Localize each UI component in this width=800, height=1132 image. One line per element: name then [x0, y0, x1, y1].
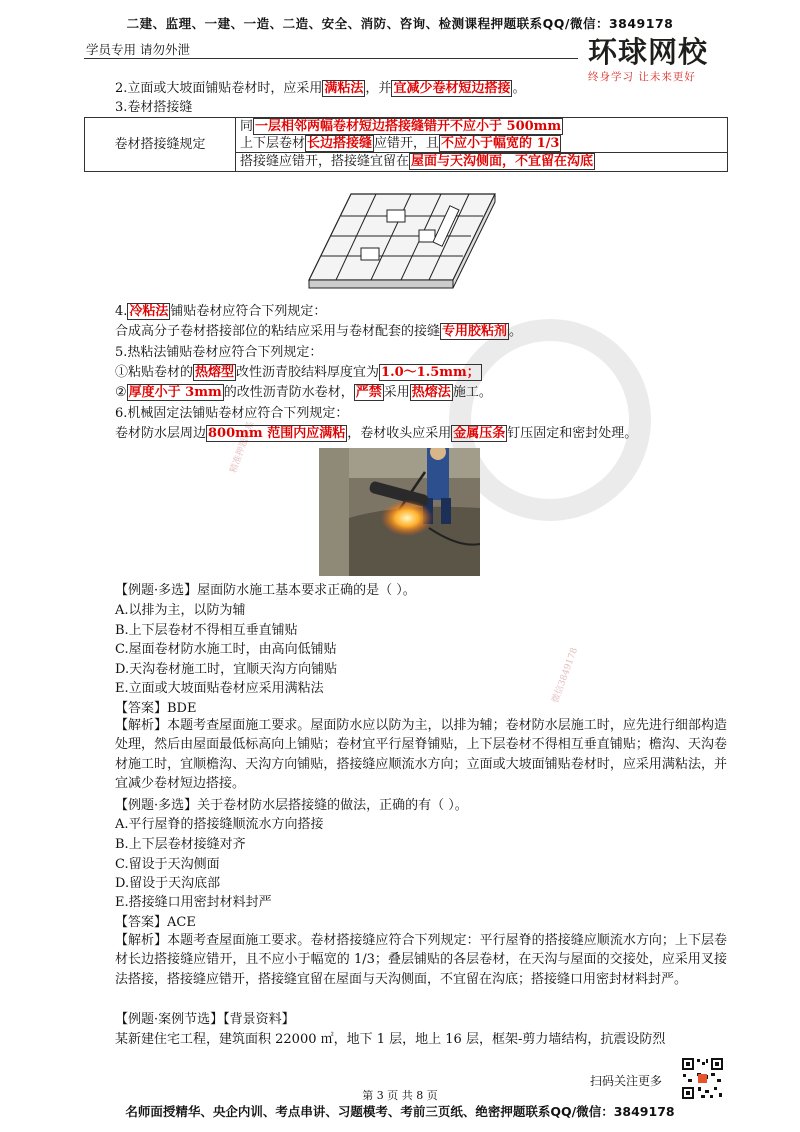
bottom-banner: 名师面授精华、央企内训、考点串讲、习题模考、考前三页纸、绝密押题联系QQ/微信：3849178 — [125, 1104, 675, 1119]
q2-stem: 【例题·多选】关于卷材防水层搭接缝的做法，正确的有（ ）。 — [115, 798, 468, 813]
lap-joint-diagram — [301, 186, 497, 290]
q1-option-a: A.以排为主，以防为辅 — [115, 603, 246, 618]
section-5-heading: 5.热粘法铺贴卷材应符合下列规定： — [115, 345, 323, 360]
q2-analysis: 【解析】本题考查屋面施工要求。卷材搭接缝应符合下列规定：平行屋脊的搭接缝应顺流水方向；上下层卷材长边搭接缝应错开，且不应小于幅宽的 1/3；叠层铺贴的各层卷材，在天沟与屋面的交接处，应采用叉接法搭接，搭接缝应错开，搭接缝宜留在屋面与天沟侧面，不宜留在沟底；搭接缝口用密封材料封严。 — [115, 933, 727, 987]
table-row-3: 搭接缝应错开，搭接缝宜留在 屋面与天沟侧面，不宜留在沟底 — [236, 153, 728, 172]
q1-option-e: E.立面或大坡面贴卷材应采用满粘法 — [115, 681, 324, 696]
q2-option-d: D.留设于天沟底部 — [115, 876, 221, 891]
brand-logo — [588, 30, 748, 84]
section-6-heading: 6.机械固定法铺贴卷材应符合下列规定： — [115, 406, 349, 421]
section-3-heading: 3.卷材搭接缝 — [115, 100, 193, 115]
q2-option-b: B.上下层卷材接缝对齐 — [115, 837, 246, 852]
lap-joint-rules-table — [84, 117, 728, 172]
rule-4-line: 4. 冷粘法 铺贴卷材应符合下列规定： — [115, 304, 327, 319]
page-number: 第 3 页 共 8 页 — [362, 1089, 438, 1102]
torch-application-photo — [319, 448, 480, 576]
q1-answer: 【答案】BDE — [115, 701, 197, 716]
q1-stem: 【例题·多选】屋面防水施工基本要求正确的是（ ）。 — [115, 583, 416, 598]
q1-option-b: B.上下层卷材不得相互垂直铺贴 — [115, 623, 298, 638]
cold-adhesion-detail: 合成高分子卷材搭接部位的粘结应采用与卷材配套的接缝 专用胶粘剂 。 — [115, 324, 523, 339]
watermark-text-1: 精准押题联系 — [228, 420, 257, 475]
header-divider — [84, 58, 578, 59]
watermark-text-2: 微信3849178 — [550, 646, 581, 705]
hot-adhesion-item-2: ② 厚度小于 3mm 的改性沥青防水卷材， 严禁 采用 热熔法 施工。 — [115, 385, 492, 400]
table-row-1: 同 一层相邻两幅卷材短边搭接缝错开不应小于 500mm 上下层卷材 长边搭接缝 应错开，且 不应小于幅宽的 1/3 — [236, 118, 728, 153]
q3-background: 某新建住宅工程，建筑面积 22000 ㎡，地下 1 层，地上 16 层，框架-剪力墙结构，抗震设防烈 — [115, 1032, 666, 1047]
mechanical-fixing-detail: 卷材防水层周边 800mm 范围内应满粘 ，卷材收头应采用 金属压条 钉压固定和密封处理。 — [115, 426, 638, 441]
q2-option-c: C.留设于天沟侧面 — [115, 857, 220, 872]
rule-2-line: 2.立面或大坡面铺贴卷材时，应采用 满粘法 ，并 宜减少卷材短边搭接 。 — [115, 81, 526, 96]
q1-option-d: D.天沟卷材施工时，宜顺天沟方向铺贴 — [115, 662, 338, 677]
logo-text: 环球网校 — [588, 35, 709, 69]
restricted-note: 学员专用 请勿外泄 — [86, 42, 190, 57]
table-label: 卷材搭接缝规定 — [85, 118, 236, 172]
q1-analysis: 【解析】本题考查屋面施工要求。屋面防水应以防为主，以排为辅；卷材防水层施工时，应先进行细部构造处理，然后由屋面最低标高向上铺贴；卷材宜平行屋脊铺贴，上下层卷材不得相互垂直铺贴；檐沟、天沟卷材施工时，宜顺檐沟、天沟方向铺贴，搭接缝应顺流水方向；立面或大坡面铺贴卷材时，应采用满粘法，并宜减少卷材短边搭接。 — [115, 718, 727, 792]
q2-option-e: E.搭接缝口用密封材料封严 — [115, 895, 272, 910]
qr-label: 扫码关注更多 — [590, 1074, 663, 1088]
highlight-full-adhesion: 满粘法 — [324, 81, 364, 96]
q1-option-c: C.屋面卷材防水施工时，由高向低铺贴 — [115, 642, 337, 657]
q2-answer: 【答案】ACE — [115, 915, 196, 930]
q2-option-a: A.平行屋脊的搭接缝顺流水方向搭接 — [115, 817, 324, 832]
hot-adhesion-item-1: ①粘贴卷材的 热熔型 改性沥青胶结料厚度宜为 1.0～1.5mm； — [115, 365, 480, 380]
q3-stem: 【例题·案例节选】【背景资料】 — [115, 1012, 295, 1027]
top-banner: 二建、监理、一建、一造、二造、安全、消防、咨询、检测课程押题联系QQ/微信：3849178 — [126, 16, 674, 31]
highlight-reduce-short-lap: 宜减少卷材短边搭接 — [393, 81, 511, 96]
logo-slogan: 终身学习 让未来更好 — [588, 71, 696, 83]
